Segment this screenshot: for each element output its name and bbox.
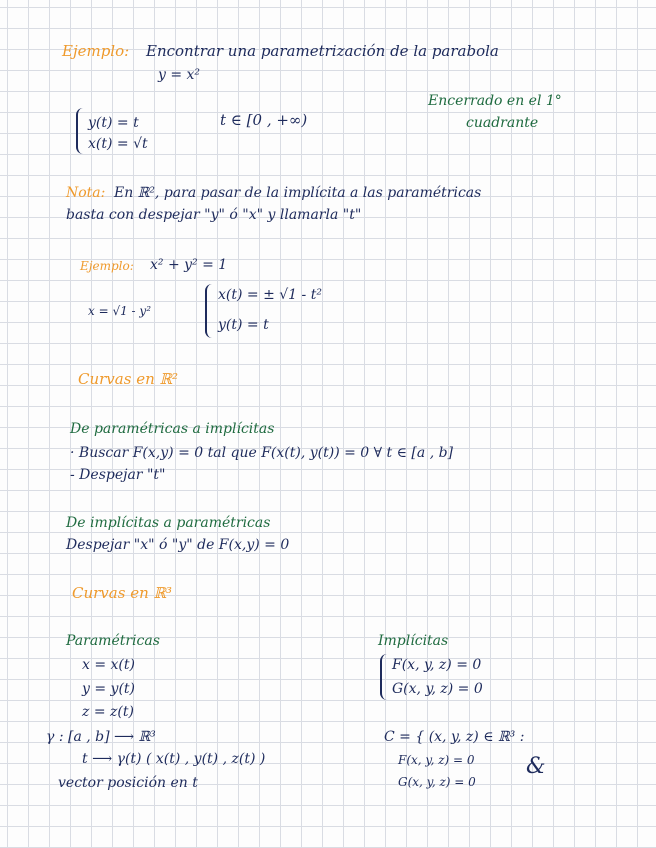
annotation-line-1: Encerrado en el 1° — [428, 93, 562, 109]
x-expression: x = √1 - y² — [88, 304, 152, 318]
implicit-F: F(x, y, z) = 0 — [392, 657, 482, 673]
subsection-heading: Paramétricas — [66, 633, 160, 649]
brace — [380, 654, 390, 700]
subsection-text: Despejar "x" ó "y" de F(x,y) = 0 — [66, 537, 290, 553]
note-line-2: basta con despejar "y" ó "x" y llamarla "t" — [66, 207, 362, 223]
set-condition-F: F(x, y, z) = 0 — [398, 753, 475, 767]
note-label: Nota: — [66, 185, 106, 201]
example-label: Ejemplo: — [62, 42, 130, 60]
param-y: y(t) = t — [218, 317, 269, 333]
param-x: x(t) = ± √1 - t² — [218, 287, 322, 303]
list-item: · Buscar F(x,y) = 0 tal que F(x(t), y(t)) = 0 ∀ t ∈ [a , b] — [70, 445, 454, 461]
circle-equation: x² + y² = 1 — [150, 257, 228, 273]
subsection-heading: De implícitas a paramétricas — [66, 515, 271, 531]
param-y: y = y(t) — [82, 681, 135, 697]
subsection-heading: De paramétricas a implícitas — [70, 421, 275, 437]
subsection-heading: Implícitas — [378, 633, 449, 649]
set-condition-G: G(x, y, z) = 0 — [398, 775, 476, 789]
brace — [76, 108, 86, 154]
parabola-equation: y = x² — [158, 67, 201, 83]
param-z: z = z(t) — [82, 704, 134, 720]
curve-set: C = { (x, y, z) ∈ ℝ³ : — [384, 729, 525, 745]
annotation-line-2: cuadrante — [466, 115, 539, 131]
param-x: x = x(t) — [82, 657, 135, 673]
param-x: x(t) = √t — [88, 136, 148, 152]
param-y: y(t) = t — [88, 115, 139, 131]
position-vector-note: vector posición en t — [58, 775, 198, 791]
list-item: - Despejar "t" — [70, 467, 166, 483]
example-label: Ejemplo: — [80, 259, 134, 273]
section-title: Curvas en ℝ³ — [72, 584, 172, 602]
implicit-G: G(x, y, z) = 0 — [392, 681, 483, 697]
gamma-mapping: t ⟶ γ(t) ( x(t) , y(t) , z(t) ) — [82, 751, 266, 767]
section-title: Curvas en ℝ² — [78, 370, 178, 388]
example-statement: Encontrar una parametrización de la parabola — [146, 42, 499, 60]
ampersand: & — [526, 754, 546, 779]
gamma-definition: γ : [a , b] ⟶ ℝ³ — [46, 729, 156, 745]
note-line-1: En ℝ², para pasar de la implícita a las paramétricas — [114, 185, 482, 201]
brace — [205, 284, 215, 338]
param-domain: t ∈ [0 , +∞) — [220, 111, 308, 129]
